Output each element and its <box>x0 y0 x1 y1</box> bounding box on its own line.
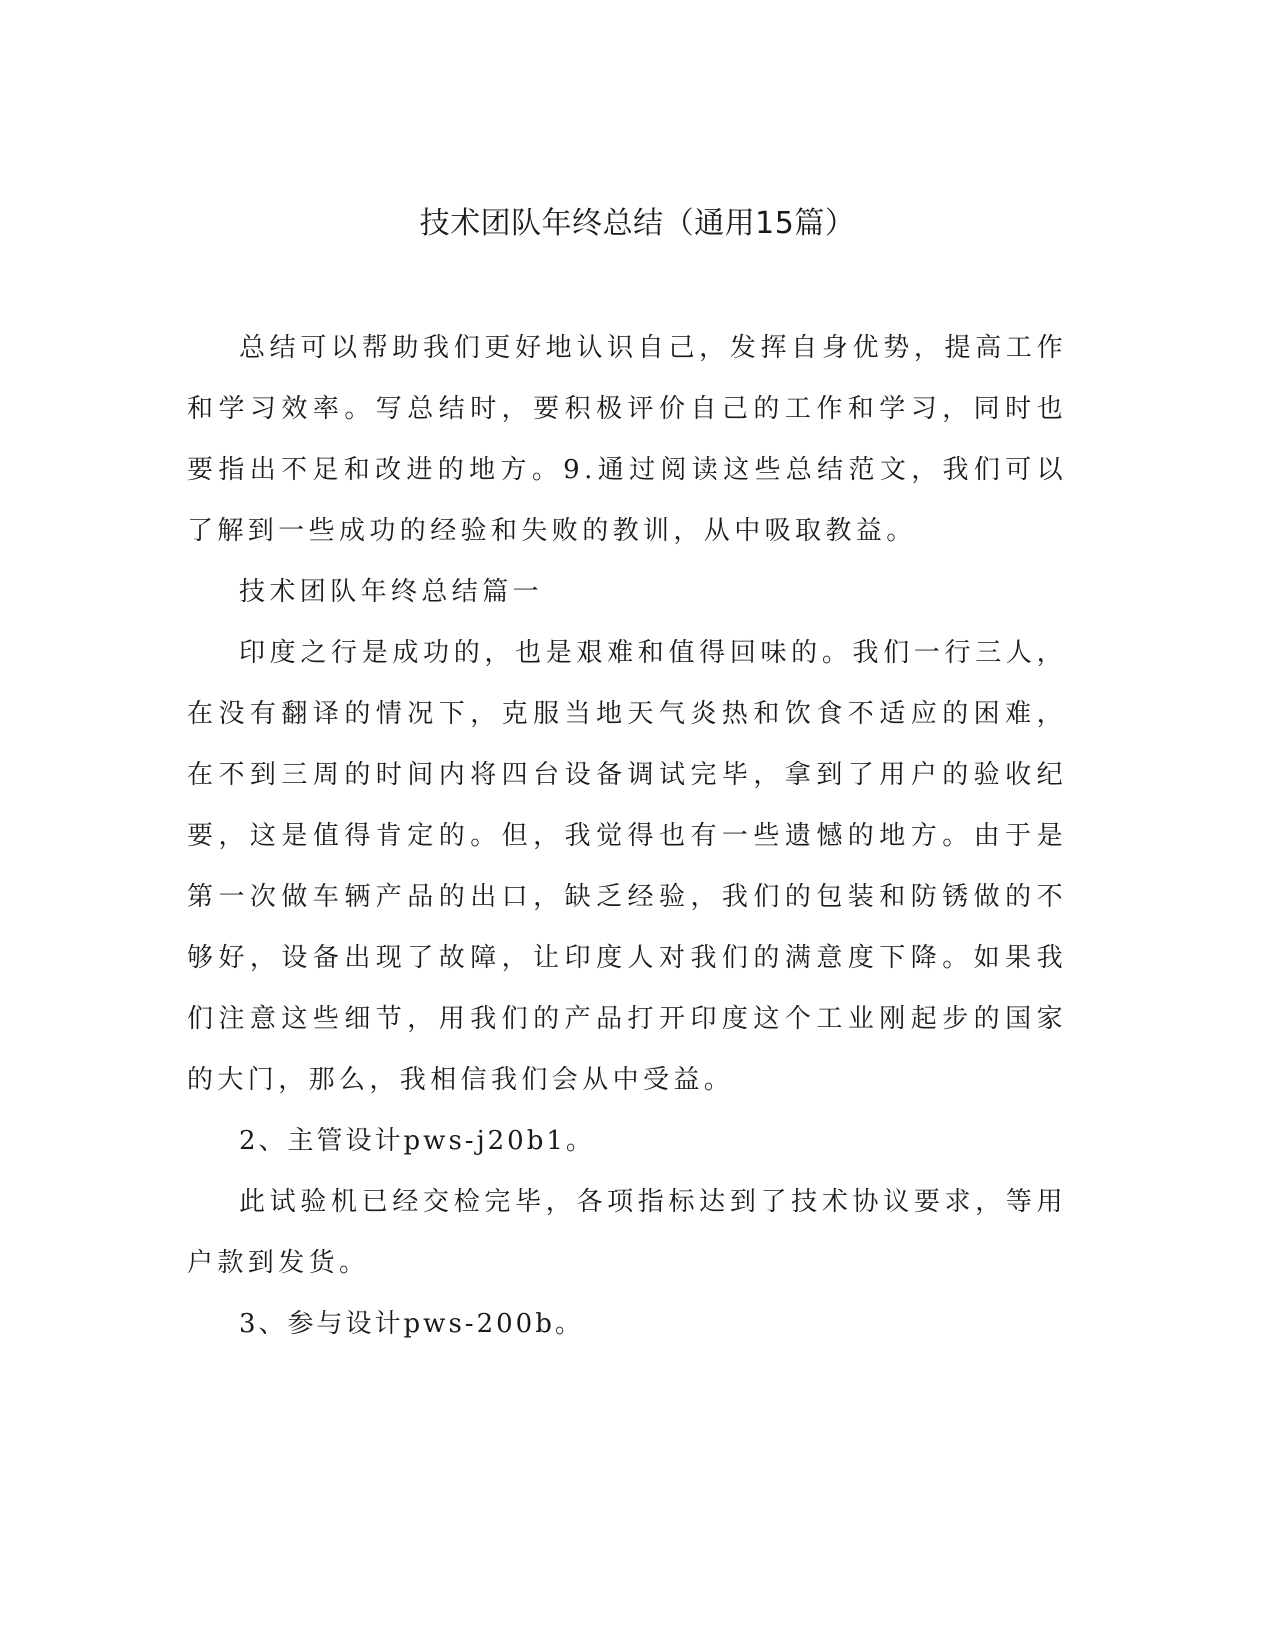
list-item: 2、主管设计pws-j20b1。 <box>239 1126 595 1156</box>
intro-paragraph: 总结可以帮助我们更好地认识自己，发挥自身优势，提高工作和学习效率。写总结时，要积极评价自己的工作和学习，同时也要指出不足和改进的地方。9.通过阅读这些总结范文，我们可以了解到一些成功的经验和失败的教训，从中吸取教益。 <box>187 333 1067 546</box>
document-body <box>187 318 1067 1355</box>
list-item: 3、参与设计pws-200b。 <box>239 1309 584 1339</box>
body-paragraph: 此试验机已经交检完毕，各项指标达到了技术协议要求，等用户款到发货。 <box>187 1187 1067 1278</box>
body-paragraph: 印度之行是成功的，也是艰难和值得回味的。我们一行三人，在没有翻译的情况下，克服当地天气炎热和饮食不适应的困难，在不到三周的时间内将四台设备调试完毕，拿到了用户的验收纪要，这是值得肯定的。但，我觉得也有一些遗憾的地方。由于是第一次做车辆产品的出口，缺乏经验，我们的包装和防锈做的不够好，设备出现了故障，让印度人对我们的满意度下降。如果我们注意这些细节，用我们的产品打开印度这个工业刚起步的国家的大门，那么，我相信我们会从中受益。 <box>187 638 1067 1095</box>
section-heading: 技术团队年终总结篇一 <box>239 577 544 607</box>
document-title: 技术团队年终总结（通用15篇） <box>419 206 856 241</box>
